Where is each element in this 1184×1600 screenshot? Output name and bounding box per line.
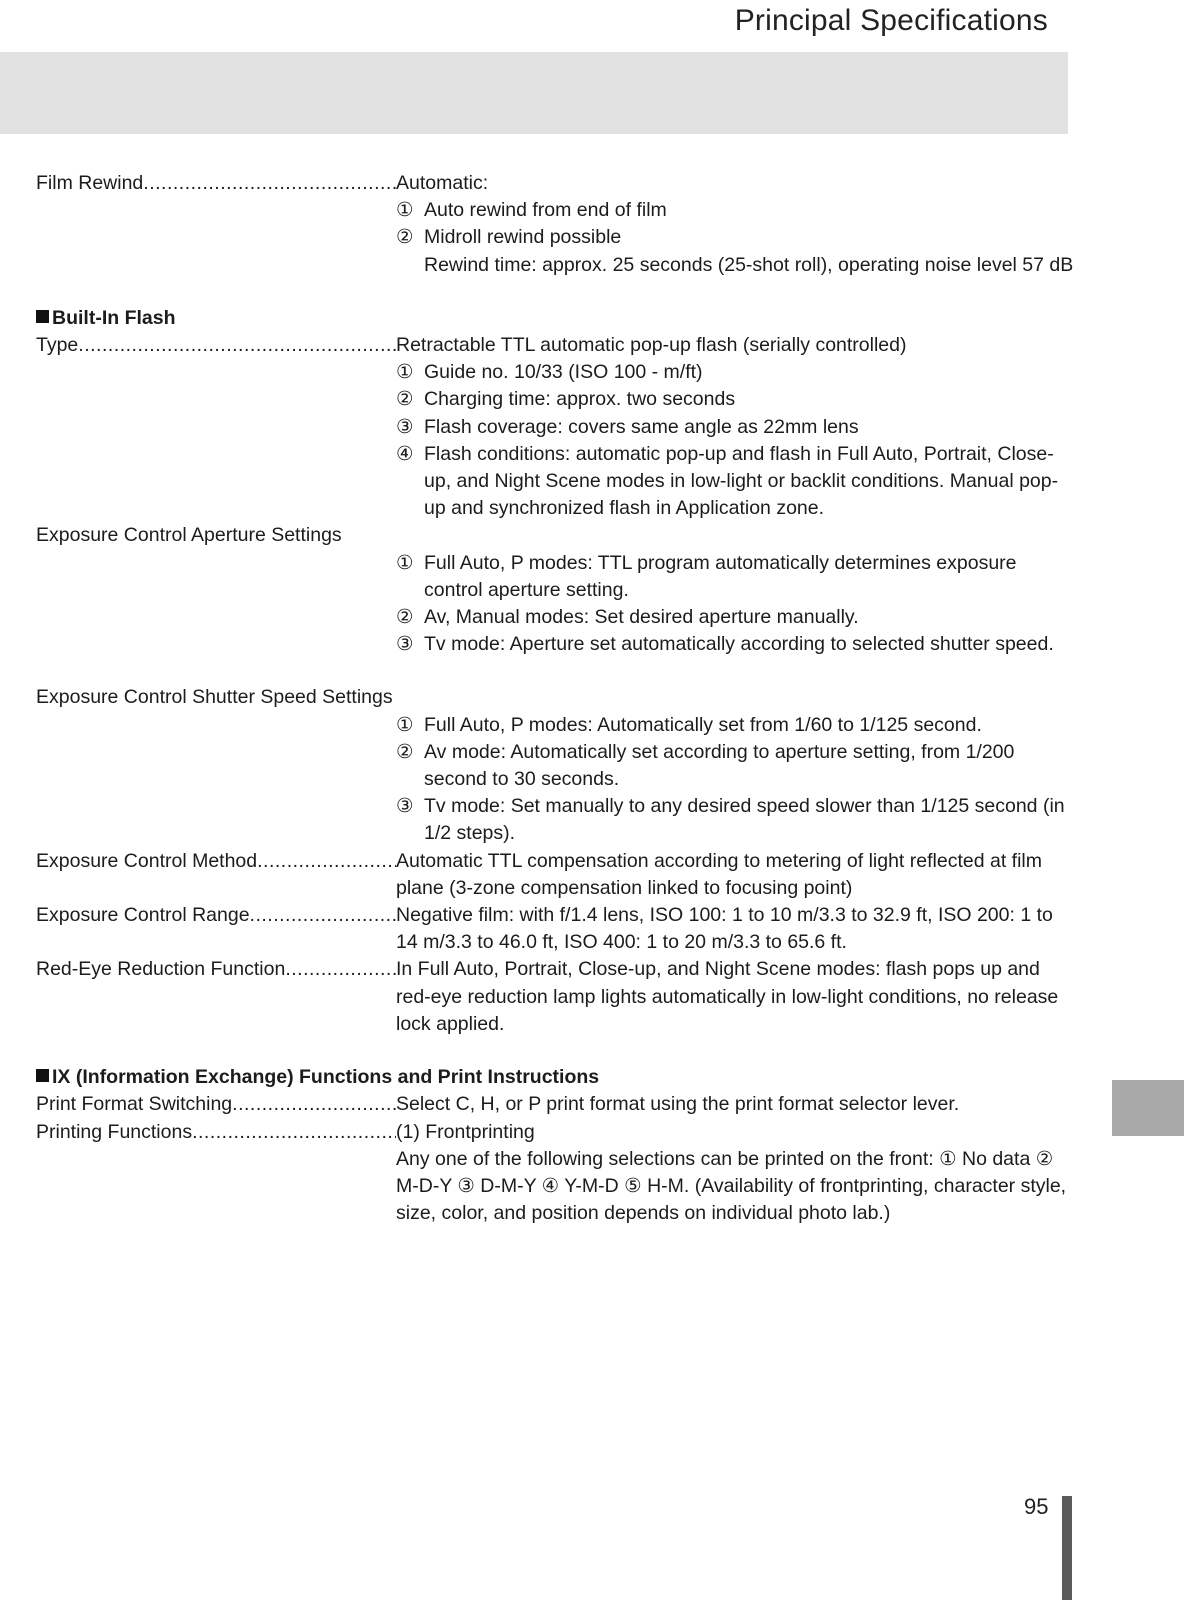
item-text: Full Auto, P modes: Automatically set from 1/60 to 1/125 second. [424, 713, 982, 736]
item-text: Auto rewind from end of film [424, 199, 667, 222]
spec-label: Red-Eye Reduction Function [36, 958, 286, 981]
item-text: Av mode: Automatically set according to aperture setting, from 1/200 second to 30 seconds. [424, 740, 1015, 791]
item-number: ② [396, 740, 414, 763]
spec-label: Print Format Switching [36, 1093, 233, 1116]
spec-row-redeye [36, 956, 1076, 1038]
list-item [396, 224, 1076, 251]
spec-row-method [36, 848, 1076, 902]
leader-dots [285, 956, 396, 1038]
page-edge-bar [1062, 1496, 1072, 1600]
item-text: Charging time: approx. two seconds [424, 388, 736, 411]
spec-value: Select C, H, or P print format using the print format selector lever. [396, 1093, 960, 1116]
list-item [396, 793, 1076, 847]
leader-dots [257, 848, 396, 902]
spec-row-shutter [36, 684, 1076, 711]
spec-row-print-format [36, 1091, 1076, 1118]
leader-dots [232, 1091, 396, 1118]
item-number: ② [396, 388, 414, 411]
list-item [396, 739, 1076, 793]
square-bullet-icon [36, 1069, 49, 1082]
spec-sublist [36, 359, 1076, 522]
item-number: ③ [396, 415, 414, 438]
item-number: ① [396, 713, 414, 736]
section-heading-flash: Built-In Flash [36, 305, 1076, 332]
spec-row-film-rewind [36, 170, 1076, 197]
square-bullet-icon [36, 310, 49, 323]
item-number: ④ [396, 442, 414, 465]
spec-label: Exposure Control Shutter Speed Settings [36, 686, 393, 709]
list-item [396, 604, 1076, 631]
spec-value: Automatic: [396, 172, 489, 194]
page-number: 95 [1024, 1494, 1049, 1519]
header-band [0, 52, 1068, 134]
item-number: ③ [396, 795, 414, 818]
leader-dots [192, 1119, 396, 1146]
spec-sublist [36, 712, 1076, 848]
item-text: Tv mode: Set manually to any desired speed slower than 1/125 second (in 1/2 steps). [424, 795, 1065, 845]
spec-value: (1) Frontprinting [396, 1120, 535, 1143]
spec-label: Film Rewind [36, 172, 144, 194]
section-tab-marker [1112, 1080, 1184, 1136]
leader-dots [250, 902, 396, 956]
item-text: Flash conditions: automatic pop-up and flash in Full Auto, Portrait, Close-up, and Night Scene modes in low-light or backlit conditions. Manual pop-up and synchronized flash in Application zone. [424, 442, 1059, 520]
list-item [396, 197, 1076, 224]
spec-value: Automatic TTL compensation according to metering of light reflected at film plane (3-zone compensation linked to focusing point) [396, 849, 1042, 899]
spec-row-range [36, 902, 1076, 956]
item-number: ① [396, 361, 414, 384]
list-item [396, 359, 1076, 386]
spec-label: Type [36, 334, 79, 357]
list-item [396, 712, 1076, 739]
list-item [396, 386, 1076, 413]
item-text: Guide no. 10/33 (ISO 100 - m/ft) [424, 361, 703, 384]
spec-row-printing [36, 1119, 1076, 1146]
spec-value: Negative film: with f/1.4 lens, ISO 100: 1 to 10 m/3.3 to 32.9 ft, ISO 200: 1 to 14 m/3.3 to 46.0 ft, ISO 400: 1 to 20 m/3.3 to 65.6 ft. [396, 904, 1053, 954]
item-text: Av, Manual modes: Set desired aperture manually. [424, 606, 859, 629]
leader-dots [78, 332, 396, 359]
printing-detail: Any one of the following selections can be printed on the front: ① No data ② M-D-Y ③ D-M-Y ④ Y-M-D ⑤ H-M. (Availability of frontprinting, character style, size, color, and position depends on individual photo lab.) [396, 1147, 1067, 1225]
spec-label: Exposure Control Method [36, 849, 258, 872]
spec-label: Printing Functions [36, 1120, 193, 1143]
spec-row-type [36, 332, 1076, 359]
item-number: ③ [396, 633, 414, 656]
spec-value: In Full Auto, Portrait, Close-up, and Night Scene modes: flash pops up and red-eye reduction lamp lights automatically in low-light conditions, no release lock applied. [396, 958, 1059, 1035]
spec-label: Exposure Control Range [36, 904, 250, 927]
rewind-note: Rewind time: approx. 25 seconds (25-shot roll), operating noise level 57 dB [424, 253, 1074, 276]
item-number: ② [396, 226, 414, 249]
leader-dots [143, 170, 396, 197]
spec-sublist [36, 197, 1076, 279]
item-text: Tv mode: Aperture set automatically according to selected shutter speed. [424, 633, 1054, 656]
list-item [396, 414, 1076, 441]
spec-value: Retractable TTL automatic pop-up flash (serially controlled) [396, 334, 907, 357]
spec-sublist [36, 550, 1076, 659]
page-title: Principal Specifications [734, 4, 1048, 37]
list-item [396, 441, 1076, 523]
list-item [396, 631, 1076, 658]
item-text: Full Auto, P modes: TTL program automatically determines exposure control aperture setting. [424, 551, 1017, 601]
spec-row-aperture [36, 522, 1076, 549]
item-text: Flash coverage: covers same angle as 22mm lens [424, 415, 859, 438]
section-heading-ix: IX (Information Exchange) Functions and Print Instructions [36, 1064, 1076, 1091]
spec-content [36, 170, 1076, 1227]
spec-label: Exposure Control Aperture Settings [36, 524, 342, 547]
item-number: ① [396, 551, 414, 574]
item-text: Midroll rewind possible [424, 226, 622, 249]
item-number: ① [396, 199, 414, 222]
item-number: ② [396, 606, 414, 629]
list-item [396, 550, 1076, 604]
spec-sublist [36, 1146, 1076, 1228]
